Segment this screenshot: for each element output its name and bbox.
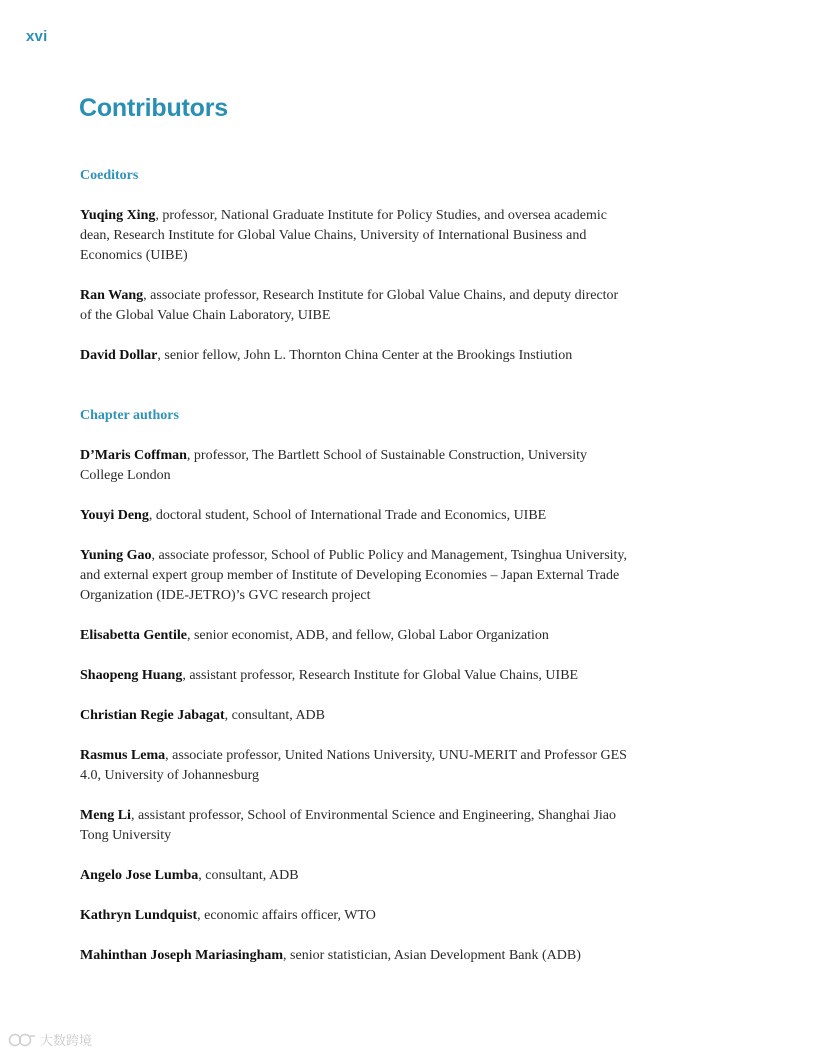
contributor-entry [80,706,628,726]
contributor-desc: , senior economist, ADB, and fellow, Global Labor Organization [186,628,549,643]
contributor-entry [80,906,628,926]
contributor-name: Yuning Gao [80,548,152,563]
contributor-entry [80,746,628,786]
contributor-desc: , senior fellow, John L. Thornton China Center at the Brookings Instiution [157,348,573,363]
contributor-name: Christian Regie Jabagat [80,708,225,723]
contributor-name: Ran Wang [80,288,144,303]
contributor-desc: , consultant, ADB [198,868,299,883]
contributor-name: David Dollar [80,348,158,363]
contributor-desc: , professor, National Graduate Institute for Policy Studies, and oversea academic dean, Research Institute for Global Value Chains, University of International Business and Economics (UIBE) [80,208,607,263]
contributor-name: Shaopeng Huang [80,668,183,683]
contributor-name: Kathryn Lundquist [80,908,198,923]
contributor-desc: , professor, The Bartlett School of Sustainable Construction, University College London [80,448,587,483]
contributor-desc: , doctoral student, School of International Trade and Economics, UIBE [148,508,547,523]
contributor-name: Yuqing Xing [80,208,156,223]
contributor-entry [80,346,628,366]
contributor-entry [80,546,628,606]
contributor-entry [80,806,628,846]
contributor-desc: , assistant professor, Research Institute for Global Value Chains, UIBE [182,668,579,683]
section-coeditors [80,166,628,366]
contributor-entry [80,666,628,686]
watermark-text: 大数跨境 [40,1034,93,1049]
contributors-list [80,166,628,966]
contributor-entry [80,506,628,526]
contributor-desc: , associate professor, Research Institute for Global Value Chains, and deputy director of the Global Value Chain Laboratory, UIBE [80,288,619,323]
contributor-name: Angelo Jose Lumba [80,868,199,883]
contributor-name: D’Maris Coffman [80,448,187,463]
contributor-name: Meng Li [80,808,131,823]
contributor-name: Mahinthan Joseph Mariasingham [80,948,284,963]
contributor-desc: , economic affairs officer, WTO [197,908,376,923]
contributor-entry [80,626,628,646]
section-heading: Chapter authors [80,408,179,423]
watermark-logo-icon [8,1032,36,1048]
contributor-entry [80,946,628,966]
contributor-desc: , senior statistician, Asian Development Bank (ADB) [283,948,581,963]
page-number: xvi [26,28,48,45]
contributor-entry [80,286,628,326]
section-heading: Coeditors [80,168,139,183]
contributor-name: Elisabetta Gentile [80,628,187,643]
contributor-name: Youyi Deng [80,508,149,523]
watermark [8,1030,92,1049]
contributor-name: Rasmus Lema [80,748,166,763]
contributor-desc: , associate professor, School of Public Policy and Management, Tsinghua University, and external expert group member of Institute of Developing Economies – Japan External Trade Organization (IDE-JETRO)’s GVC research project [80,548,628,603]
contributor-desc: , associate professor, United Nations University, UNU-MERIT and Professor GES 4.0, University of Johannesburg [80,748,627,783]
contributor-entry [80,446,628,486]
page-title: Contributors [79,94,228,122]
contributor-entry [80,206,628,266]
contributor-desc: , consultant, ADB [224,708,326,723]
contributor-entry [80,866,628,886]
section-chapter-authors [80,406,628,966]
contributor-desc: , assistant professor, School of Environmental Science and Engineering, Shanghai Jiao Tong University [80,808,617,843]
